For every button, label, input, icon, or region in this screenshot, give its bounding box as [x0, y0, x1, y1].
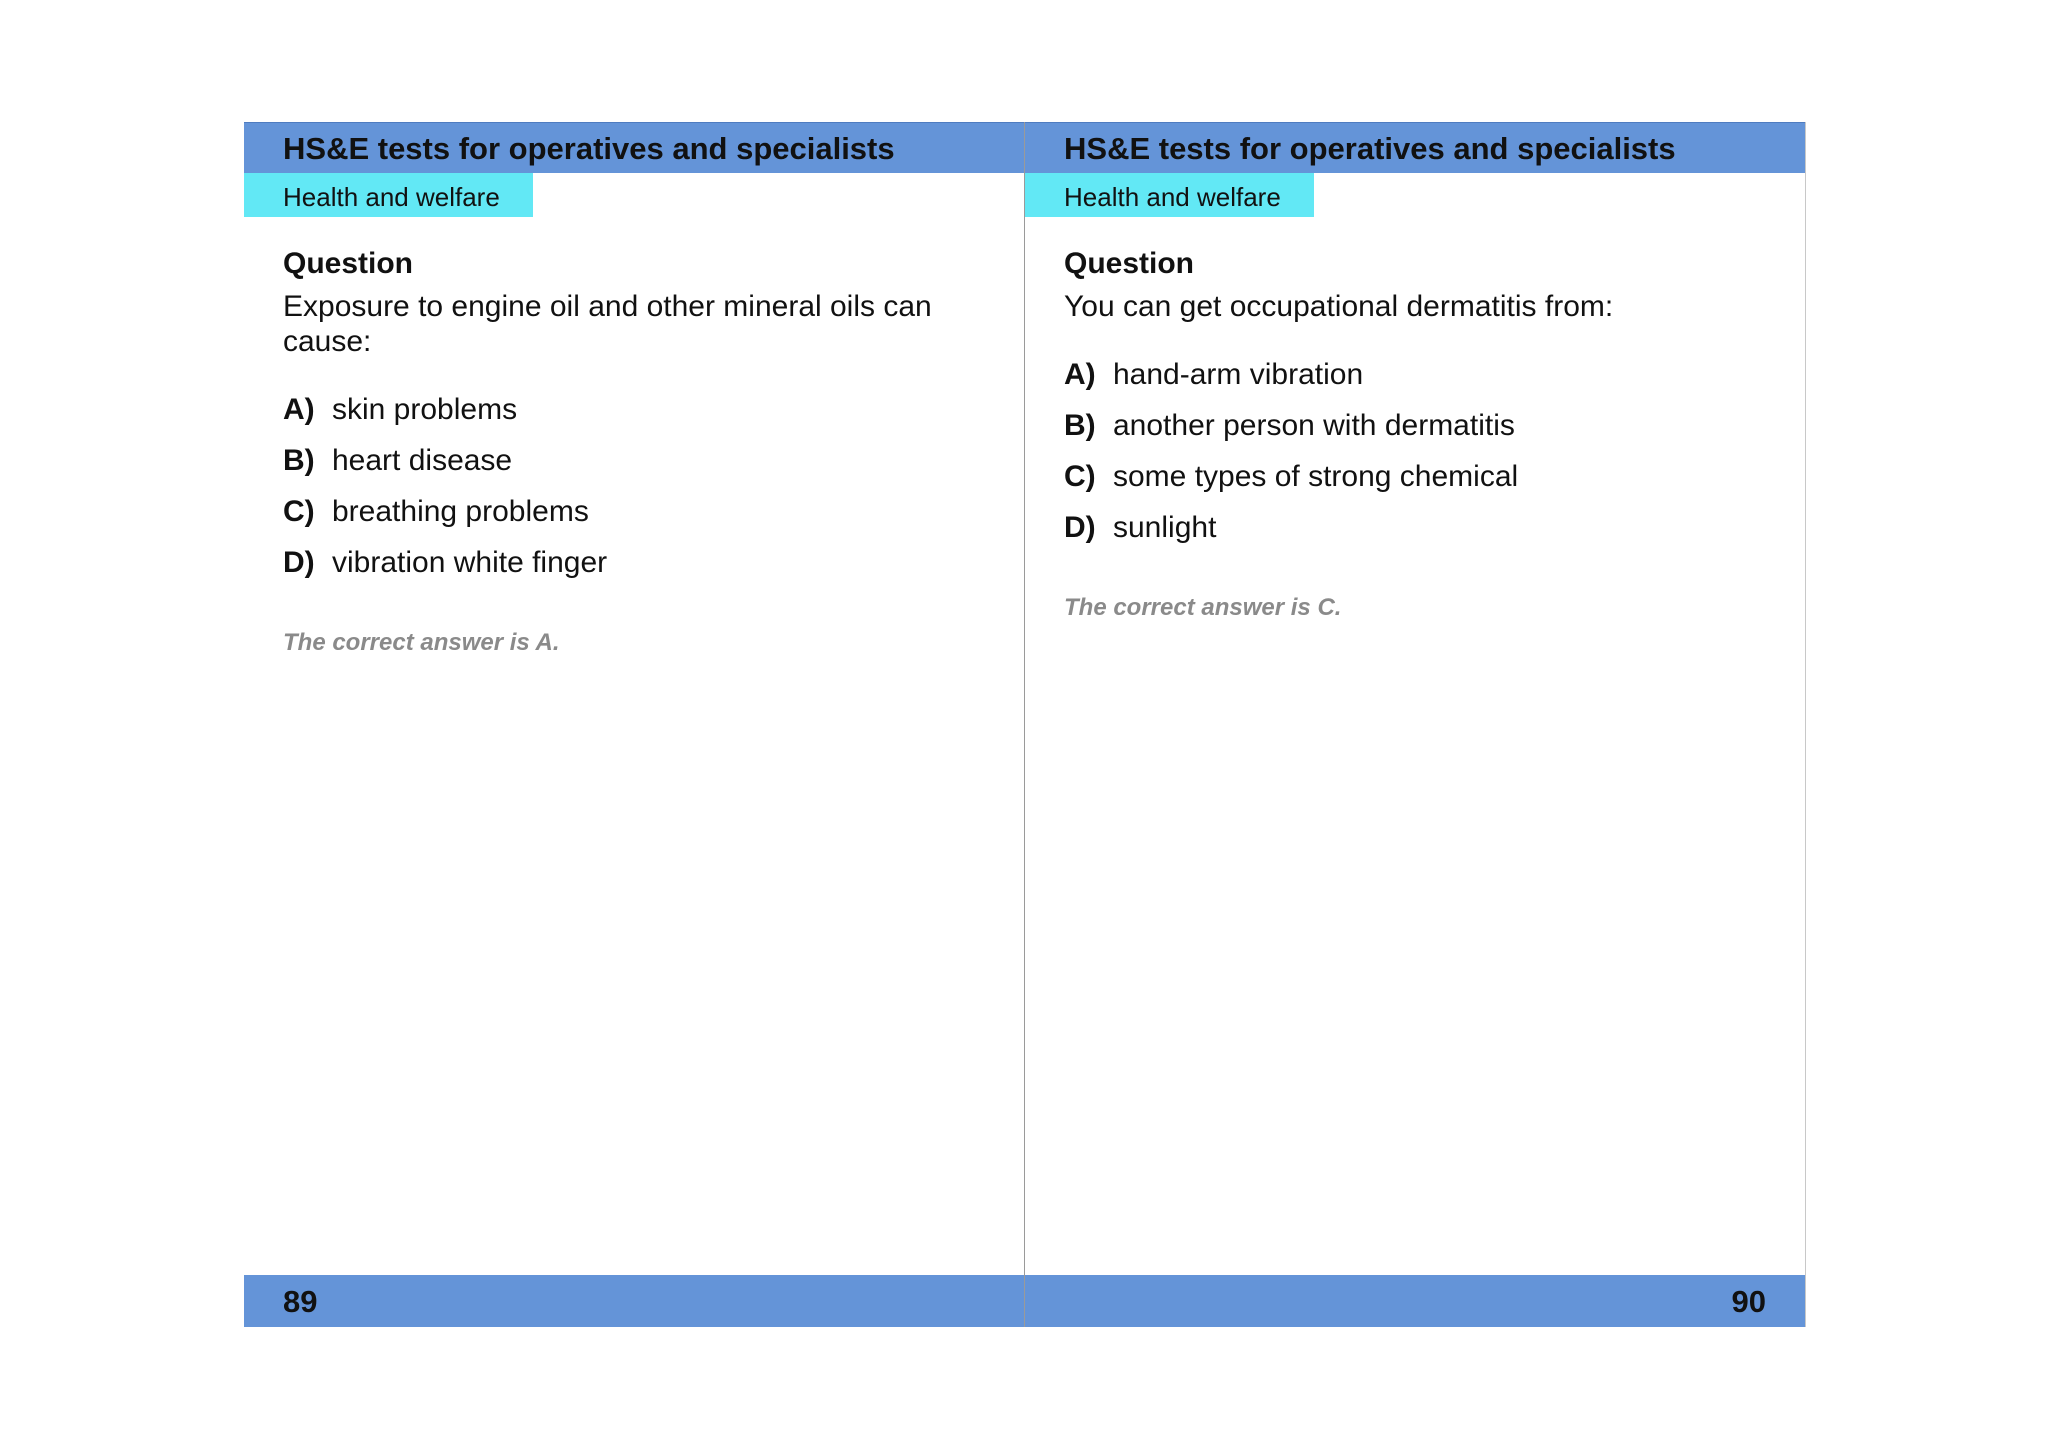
header-bar	[244, 122, 1024, 173]
question-content	[1064, 247, 1774, 622]
header-title: HS&E tests for operatives and specialists	[283, 131, 895, 166]
option-text: sunlight	[1113, 511, 1217, 544]
option-a	[1064, 358, 1774, 409]
page-edge	[1805, 122, 1806, 1327]
option-letter: A)	[283, 393, 315, 426]
section-label: Health and welfare	[283, 182, 500, 212]
footer-bar	[244, 1275, 1024, 1327]
page-number: 89	[283, 1284, 318, 1319]
option-b	[1064, 409, 1774, 460]
option-a	[283, 393, 993, 444]
section-label: Health and welfare	[1064, 182, 1281, 212]
option-b	[283, 444, 993, 495]
option-letter: A)	[1064, 358, 1096, 391]
option-letter: C)	[283, 495, 315, 528]
section-tag	[244, 173, 533, 217]
question-content	[283, 247, 993, 657]
correct-answer: The correct answer is A.	[283, 629, 560, 656]
option-c	[283, 495, 993, 546]
question-heading: Question	[283, 247, 414, 280]
option-text: vibration white finger	[332, 546, 608, 579]
option-letter: D)	[283, 546, 315, 579]
section-tag	[1025, 173, 1314, 217]
question-text: You can get occupational dermatitis from:	[1064, 290, 1614, 323]
option-c	[1064, 460, 1774, 511]
left-page	[244, 122, 1024, 1327]
option-text: some types of strong chemical	[1113, 460, 1519, 493]
header-bar	[1025, 122, 1805, 173]
option-text: another person with dermatitis	[1113, 409, 1515, 442]
option-text: heart disease	[332, 444, 513, 477]
option-letter: D)	[1064, 511, 1096, 544]
answer-options	[283, 393, 993, 597]
option-text: hand-arm vibration	[1113, 358, 1364, 391]
option-text: skin problems	[332, 393, 518, 426]
option-text: breathing problems	[332, 495, 589, 528]
option-letter: B)	[1064, 409, 1096, 442]
question-text: Exposure to engine oil and other mineral oils can cause:	[283, 290, 932, 358]
correct-answer: The correct answer is C.	[1064, 594, 1342, 621]
footer-bar	[1025, 1275, 1805, 1327]
header-title: HS&E tests for operatives and specialists	[1064, 131, 1676, 166]
page-number: 90	[1731, 1284, 1766, 1319]
option-letter: B)	[283, 444, 315, 477]
right-page	[1025, 122, 1805, 1327]
answer-options	[1064, 358, 1774, 562]
option-d	[283, 546, 993, 597]
option-letter: C)	[1064, 460, 1096, 493]
option-d	[1064, 511, 1774, 562]
book-spread	[244, 122, 1806, 1327]
question-heading: Question	[1064, 247, 1195, 280]
